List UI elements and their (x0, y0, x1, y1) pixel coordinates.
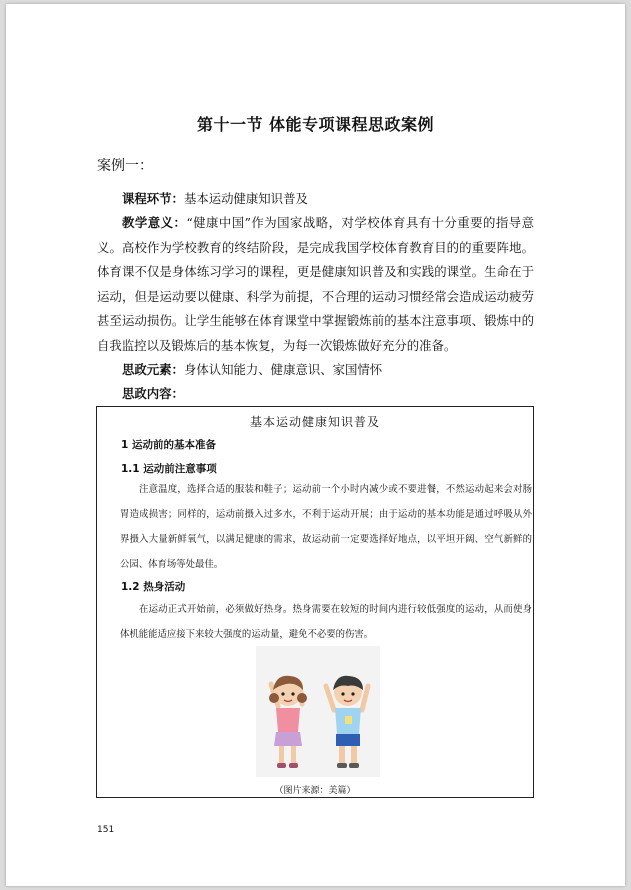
ideological-content-label: 思政内容： (122, 386, 184, 401)
section-heading-1-2: 1.2 热身活动 (121, 581, 186, 593)
course-stage-text: 基本运动健康知识普及 (183, 191, 308, 206)
ideological-elements-text: 身体认知能力、健康意识、家国情怀 (183, 362, 383, 377)
figure-caption: （图片来源：美篇） (274, 786, 356, 796)
course-stage-label: 课程环节： (122, 191, 184, 206)
kids-stretching-image (256, 646, 380, 777)
ideological-content-paragraph (97, 382, 534, 407)
warmup-illustration (256, 646, 380, 777)
warmup-paragraph: 在运动正式开始前，必须做好热身。热身需要在较短的时间内进行较低强度的运动，从而使身体机能能适应接下来较大强度的运动量，避免不必要的伤害。 (120, 604, 532, 640)
course-stage-paragraph (97, 187, 534, 212)
page-title: 第十一节 体能专项课程思政案例 (196, 115, 435, 134)
box-title: 基本运动健康知识普及 (249, 415, 380, 429)
section-heading-1-1: 1.1 运动前注意事项 (121, 463, 217, 475)
ideological-elements-paragraph (97, 358, 534, 383)
teaching-significance-label: 教学意义： (122, 215, 187, 230)
teaching-significance-text: “健康中国”作为国家战略，对学校体育具有十分重要的指导意义。高校作为学校教育的终结阶段，是完成我国学校体育教育目的的重要阵地。体育课不仅是身体练习学习的课程，更是健康知识普及和实践的课堂。生命在于运动，但是运动要以健康、科学为前提，不合理的运动习惯经常会造成运动疲劳甚至运动损伤。让学生能够在体育课堂中掌握锻炼前的基本注意事项、锻炼中的自我监控以及锻炼后的基本恢复，为每一次锻炼做好充分的准备。 (97, 215, 535, 353)
document-page (6, 4, 625, 886)
section-heading-1: 1 运动前的基本准备 (121, 439, 216, 451)
ideological-elements-label: 思政元素： (122, 362, 184, 377)
content-box (96, 406, 534, 798)
page-number: 151 (97, 825, 115, 835)
teaching-significance-paragraph (97, 211, 534, 358)
case-heading: 案例一： (97, 158, 153, 174)
precautions-paragraph: 注意温度，选择合适的服装和鞋子；运动前一个小时内减少或不要进餐，不然运动起来会对肠胃造成损害；同样的，运动前摄入过多水，不利于运动开展；由于运动的基本功能是通过呼吸从外界摄入大量新鲜氧气，以满足健康的需求，故运动前一定要选择好地点，以平坦开阔、空气新鲜的公园、体育场等处最佳。 (120, 484, 532, 570)
